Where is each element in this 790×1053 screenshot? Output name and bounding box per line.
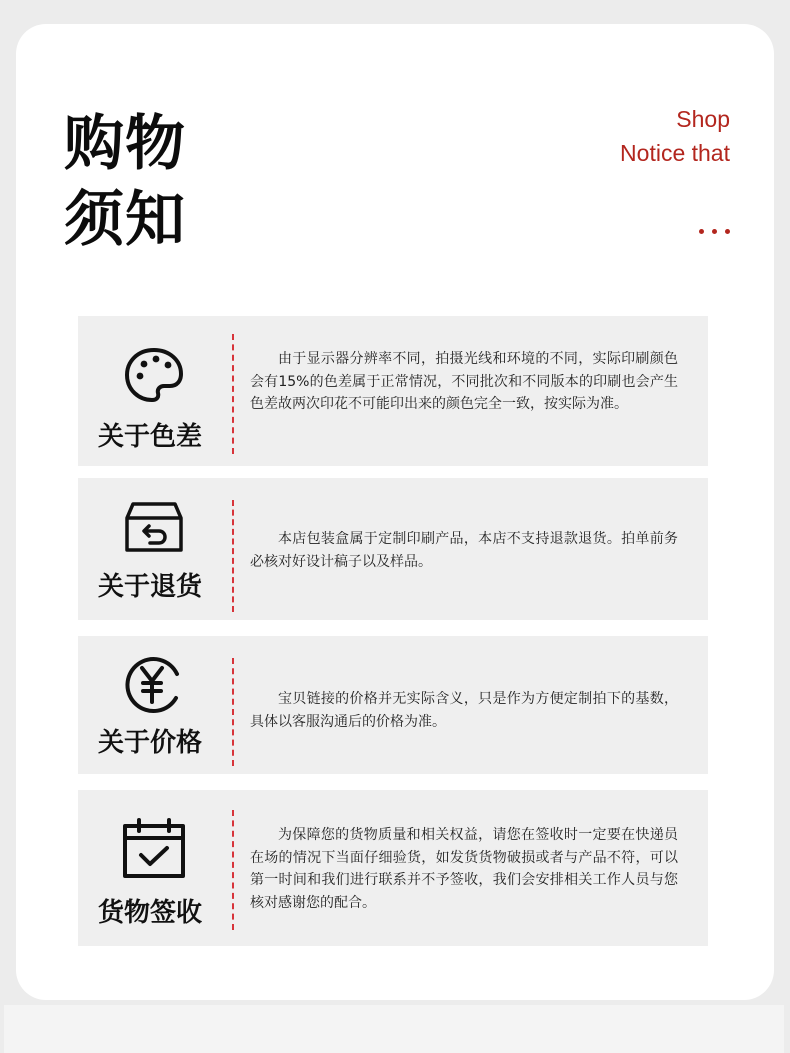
subtitle-line-1: Shop (676, 106, 730, 132)
page-subtitle (620, 102, 730, 170)
bottom-strip (4, 1005, 784, 1053)
title-line-1: 购物 (64, 109, 186, 179)
section-delivery-signoff (78, 790, 708, 946)
return-box-icon (78, 500, 230, 554)
section-color-difference (78, 316, 708, 466)
yuan-icon (78, 654, 230, 716)
section-label: 关于色差 (98, 422, 203, 452)
calendar-check-icon (78, 818, 230, 880)
dashed-divider (232, 334, 234, 454)
page-title (64, 106, 186, 258)
dashed-divider (232, 810, 234, 930)
section-text: 为保障您的货物质量和相关权益，请您在签收时一定要在快递员在场的情况下当面仔细验货，如发货货物破损或者与产品不符，可以第一时间和我们进行联系并不予签收，我们会安排相关工作人员与您核对感谢您的配合。 (250, 827, 678, 911)
section-returns (78, 478, 708, 620)
subtitle-line-2: Notice that (620, 140, 730, 166)
palette-icon (78, 346, 230, 404)
ellipsis-dots (699, 229, 730, 234)
title-line-2: 须知 (64, 185, 186, 255)
notice-card (16, 24, 774, 1000)
section-text: 本店包装盒属于定制印刷产品，本店不支持退款退货。拍单前务必核对好设计稿子以及样品。 (250, 531, 678, 570)
section-label: 货物签收 (98, 898, 203, 928)
dashed-divider (232, 500, 234, 612)
section-label: 关于退货 (98, 572, 203, 602)
section-text: 由于显示器分辨率不同，拍摄光线和环境的不同，实际印刷颜色会有15%的色差属于正常情况，不同批次和不同版本的印刷也会产生色差故两次印花不可能印出来的颜色完全一致，按实际为准。 (250, 351, 678, 412)
section-pricing (78, 636, 708, 774)
section-text: 宝贝链接的价格并无实际含义，只是作为方便定制拍下的基数，具体以客服沟通后的价格为准。 (250, 691, 678, 730)
dashed-divider (232, 658, 234, 766)
section-label: 关于价格 (98, 728, 203, 758)
